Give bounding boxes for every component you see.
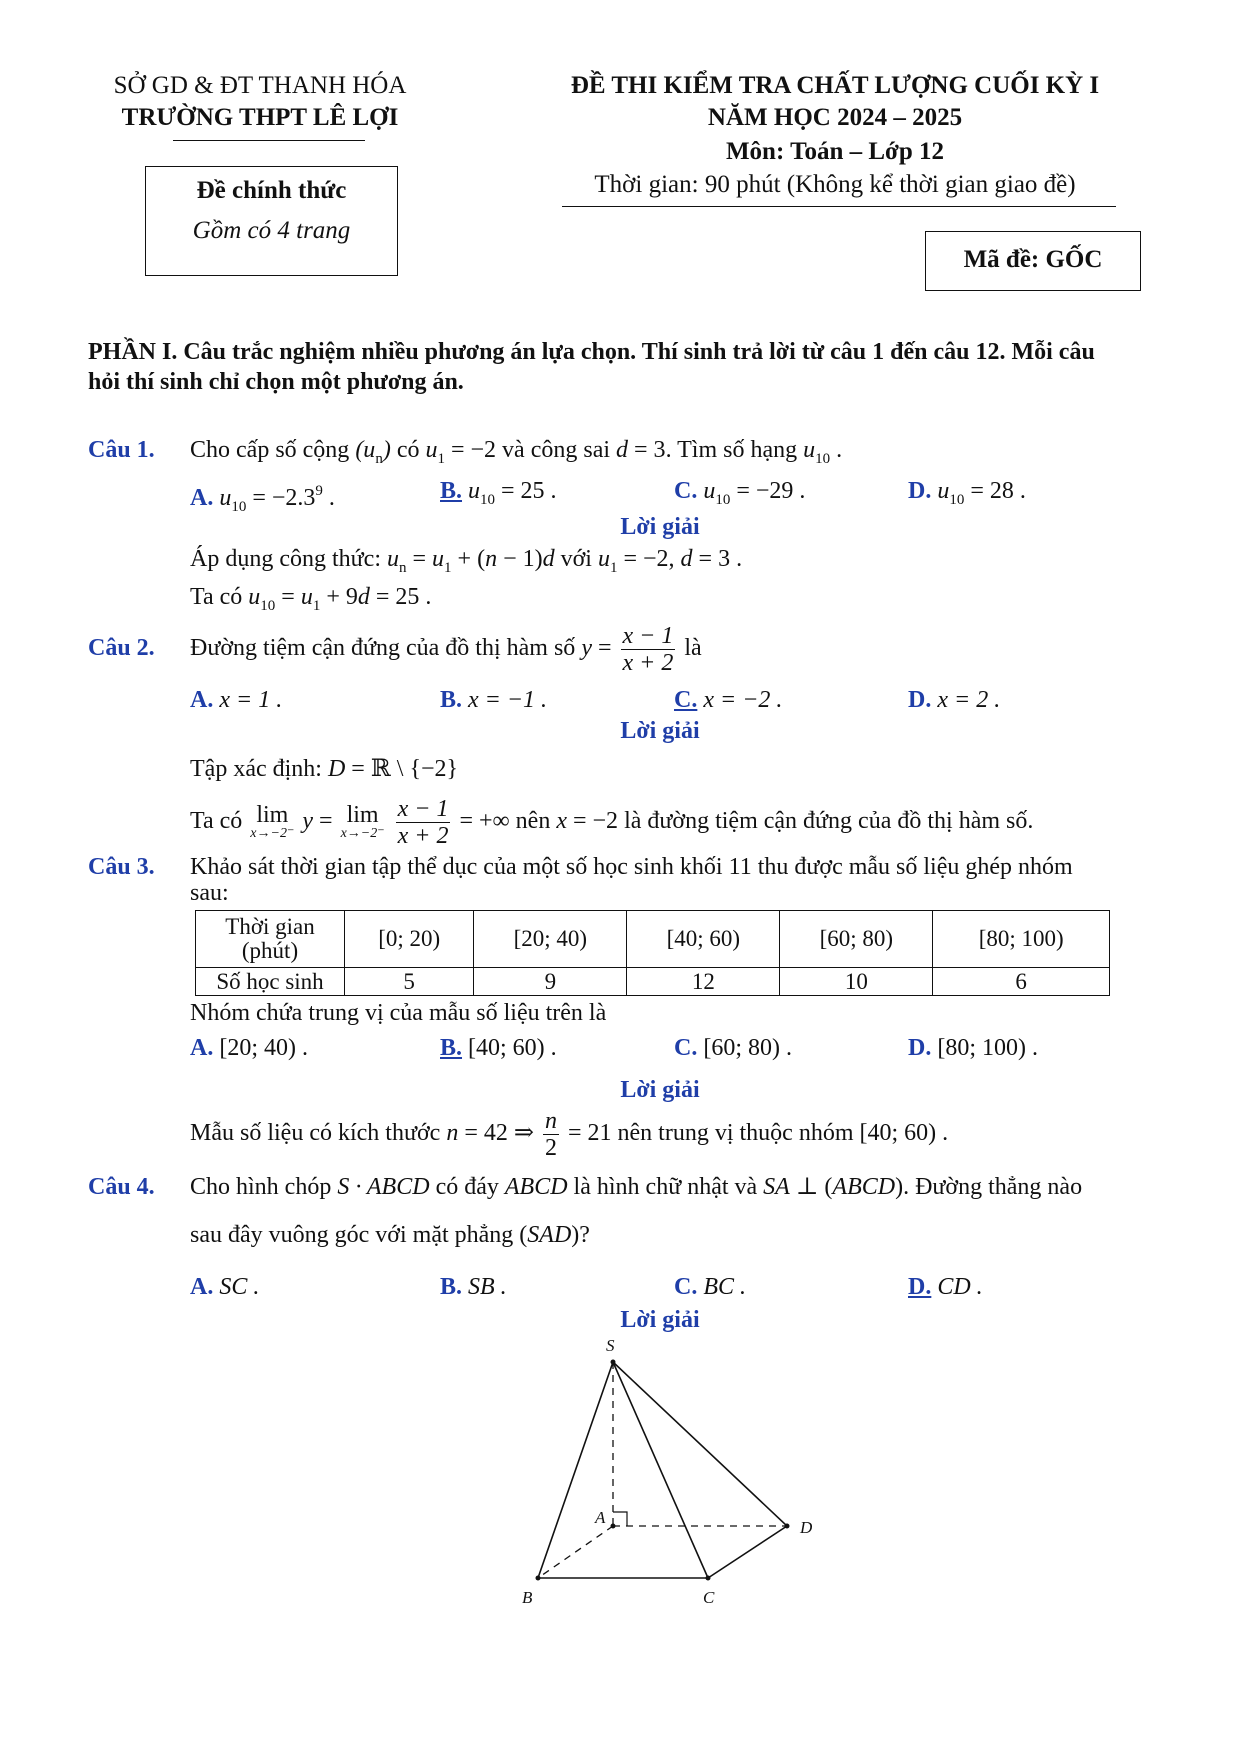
school-year: NĂM HỌC 2024 – 2025: [707, 104, 963, 131]
time-underline: [562, 206, 1116, 207]
edge-cd: [708, 1526, 787, 1578]
frequency-table: [195, 910, 1110, 996]
table-cell-group: [40; 60): [627, 911, 780, 968]
q2-text-a: Đường tiệm cận đứng của đồ thị hàm số: [190, 635, 576, 661]
option-label: B.: [440, 1274, 463, 1300]
option-value: SB .: [468, 1274, 507, 1300]
table-cell-group: [80; 100): [933, 911, 1110, 968]
option-label: B.: [440, 478, 463, 504]
q3-option-a[interactable]: [190, 1033, 308, 1063]
school-underline: [173, 140, 365, 141]
q2-solution-line2: Ta có lim x→−2⁻ y = lim x→−2⁻ $\frac{x - 1}{x + 2}$ = +∞ nên x = −2 là đường tiệm cận đứng của đồ thị hàm số.: [190, 795, 1034, 849]
exam-time: Thời gian: 90 phút (Không kể thời gian giao đề): [594, 171, 1076, 198]
option-label: C.: [674, 687, 698, 713]
school-name: TRƯỜNG THPT LÊ LỢI: [121, 104, 399, 131]
option-value: [60; 80) .: [703, 1035, 792, 1061]
option-label: A.: [190, 1274, 214, 1300]
q1-solution-line1: Áp dụng công thức: $u_n = u_1 + (n - 1)d$ với $u_1 = -2$, d = 3 .: [190, 546, 743, 576]
subject: Môn: Toán – Lớp 12: [725, 138, 945, 165]
vertex-b: [536, 1576, 541, 1581]
option-value: BC .: [703, 1274, 747, 1300]
exam-title: ĐỀ THI KIỂM TRA CHẤT LƯỢNG CUỐI KỲ I: [570, 72, 1100, 99]
option-label: D.: [908, 1274, 932, 1300]
table-cell-count: 5: [345, 968, 474, 996]
q4-text-b: có đáy: [435, 1174, 499, 1200]
option-value: x = 2 .: [937, 687, 1001, 713]
q4-question-line2: sau đây vuông góc với mặt phẳng (SAD)?: [190, 1222, 590, 1248]
option-label: D.: [908, 478, 932, 504]
q4-label: Câu 4.: [88, 1174, 155, 1200]
q1-option-c[interactable]: C. $u_{10} = -29$ .: [674, 478, 806, 508]
right-angle-mark: [613, 1512, 627, 1526]
q3-option-d[interactable]: [908, 1033, 1038, 1063]
q2-option-a[interactable]: [190, 685, 282, 715]
q1-text-a: Cho cấp số cộng: [190, 437, 350, 463]
option-value: = −29 .: [736, 478, 806, 504]
q4-option-a[interactable]: [190, 1272, 259, 1302]
q2-option-c[interactable]: [674, 685, 782, 715]
exam-code: Mã đề: GỐC: [925, 231, 1141, 291]
q3-solution-label: Lời giải: [620, 1077, 700, 1103]
q3-option-b[interactable]: [440, 1033, 557, 1063]
vertex-c: [706, 1576, 711, 1581]
q2-label: Câu 2.: [88, 635, 155, 661]
q2-option-b[interactable]: [440, 685, 547, 715]
option-label: D.: [908, 1035, 932, 1061]
option-label: B.: [440, 687, 463, 713]
vertex-a: [611, 1524, 616, 1529]
q1-sol1-a: Áp dụng công thức:: [190, 546, 381, 572]
option-value: x = 1 .: [219, 687, 283, 713]
table-row: [196, 968, 1110, 996]
option-label: C.: [674, 1035, 698, 1061]
q4-text-d: . Đường thẳng nào: [903, 1174, 1083, 1200]
table-cell-group: [0; 20): [345, 911, 474, 968]
department-name: SỞ GD & ĐT THANH HÓA: [113, 72, 407, 99]
official-label: Đề chính thức: [196, 177, 347, 204]
table-cell-count: 10: [780, 968, 933, 996]
table-cell-count: 6: [933, 968, 1110, 996]
option-value: x = −2 .: [703, 687, 783, 713]
q1-solution-line2: Ta có $u_{10} = u_1 + 9d = 25$ .: [190, 584, 432, 614]
q4-text-a: Cho hình chóp: [190, 1174, 332, 1200]
table-header-time: [196, 911, 345, 968]
label-d: D: [800, 1518, 813, 1537]
q2-sol2-b: nên: [515, 808, 551, 834]
option-value: [20; 40) .: [219, 1035, 308, 1061]
official-box: [145, 166, 398, 276]
q3-question: Nhóm chứa trung vị của mẫu số liệu trên là: [190, 1000, 607, 1026]
q2-option-d[interactable]: [908, 685, 1000, 715]
option-value: CD .: [937, 1274, 983, 1300]
section-title-line1: PHẦN I. Câu trắc nghiệm nhiều phương án lựa chọn. Thí sinh trả lời từ câu 1 đến câu 12. Mỗi câu: [88, 339, 1095, 365]
label-a: A: [595, 1508, 606, 1527]
option-value: = 28 .: [970, 478, 1026, 504]
table-cell-group: [20; 40): [474, 911, 627, 968]
option-value: = −2.3: [252, 485, 316, 511]
q3-solution: Mẫu số liệu có kích thước n = 42 ⇒ $\frac{n}{2}$ = 21 nên trung vị thuộc nhóm [40; 60) .: [190, 1107, 949, 1161]
q2-sol2-c: là đường tiệm cận đứng của đồ thị hàm số.: [624, 808, 1034, 834]
vertex-s: [611, 1360, 616, 1365]
q1-sol1-b: với: [560, 546, 592, 572]
page-count: Gồm có 4 trang: [192, 217, 351, 244]
option-label: B.: [440, 1035, 463, 1061]
edge-ab-hidden: [538, 1526, 613, 1578]
q1-option-d[interactable]: D. $u_{10} = 28$ .: [908, 478, 1026, 508]
q2-text-b: là: [684, 635, 702, 661]
q1-option-b[interactable]: B. $u_{10} = 25$ .: [440, 478, 557, 508]
q1-text-d: . Tìm số hạng: [665, 437, 798, 463]
option-label: A.: [190, 687, 214, 713]
q4-option-b[interactable]: [440, 1272, 507, 1302]
table-cell-count: 9: [474, 968, 627, 996]
label-c: C: [703, 1588, 715, 1607]
option-value: = 25 .: [501, 478, 557, 504]
q2-sol2-a: Ta có: [190, 808, 243, 834]
label-b: B: [522, 1588, 533, 1607]
option-label: A.: [190, 1035, 214, 1061]
option-value: x = −1 .: [468, 687, 548, 713]
option-value: [40; 60) .: [468, 1035, 557, 1061]
label-s: S: [606, 1336, 615, 1355]
pyramid-figure: [500, 1335, 830, 1615]
q1-text-b: có: [396, 437, 420, 463]
q4-option-c[interactable]: [674, 1272, 746, 1302]
table-header-time-line1: Thời gian: [225, 914, 315, 939]
option-value: SC .: [219, 1274, 260, 1300]
table-cell-count: 12: [627, 968, 780, 996]
q1-question: Cho cấp số cộng $(u_n)$ có $u_1 = -2$ và công sai d = 3. Tìm số hạng $u_{10}$ .: [190, 437, 843, 467]
table-header-time-line2: (phút): [241, 938, 299, 963]
q4-option-d[interactable]: [908, 1272, 983, 1302]
q2-sol1: Tập xác định:: [190, 756, 322, 782]
q3-label: Câu 3.: [88, 854, 155, 880]
vertex-d: [785, 1524, 790, 1529]
q2-solution-label: Lời giải: [620, 718, 700, 744]
q1-solution-label: Lời giải: [620, 514, 700, 540]
edge-sc: [613, 1362, 708, 1578]
q3-option-c[interactable]: [674, 1033, 792, 1063]
option-label: D.: [908, 687, 932, 713]
option-label: C.: [674, 478, 698, 504]
q4-solution-label: Lời giải: [620, 1307, 700, 1333]
section-title-line2: hỏi thí sinh chỉ chọn một phương án.: [88, 369, 464, 395]
table-header-students: Số học sinh: [196, 968, 345, 996]
q3-text-line2: sau:: [190, 880, 229, 906]
q1-option-a[interactable]: A. $u_{10} = -2.3^9$ .: [190, 483, 335, 515]
edge-sb: [538, 1362, 613, 1578]
q2-question: Đường tiệm cận đứng của đồ thị hàm số y = $\frac{x - 1}{x + 2}$ là: [190, 622, 702, 676]
table-cell-group: [60; 80): [780, 911, 933, 968]
q2-solution-line1: Tập xác định: D = ℝ \ {−2}: [190, 756, 459, 782]
q3-sol-a: Mẫu số liệu có kích thước: [190, 1120, 441, 1146]
q1-label: Câu 1.: [88, 437, 155, 463]
option-value: [80; 100) .: [937, 1035, 1038, 1061]
edge-sd: [613, 1362, 787, 1526]
q3-sol-b: nên trung vị thuộc nhóm: [617, 1120, 854, 1146]
option-label: A.: [190, 485, 214, 511]
q1-text-c: và công sai: [502, 437, 611, 463]
option-label: C.: [674, 1274, 698, 1300]
q1-sol2-a: Ta có: [190, 584, 243, 610]
q4-question-line1: Cho hình chóp S · ABCD có đáy ABCD là hình chữ nhật và SA ⊥ (ABCD). Đường thẳng nào: [190, 1174, 1083, 1200]
q4-text-line2: sau đây vuông góc với mặt phẳng: [190, 1222, 514, 1248]
table-row: [196, 911, 1110, 968]
q4-text-c: là hình chữ nhật và: [573, 1174, 758, 1200]
q3-text-line1: Khảo sát thời gian tập thể dục của một số học sinh khối 11 thu được mẫu số liệu ghép nhóm: [190, 854, 1073, 880]
